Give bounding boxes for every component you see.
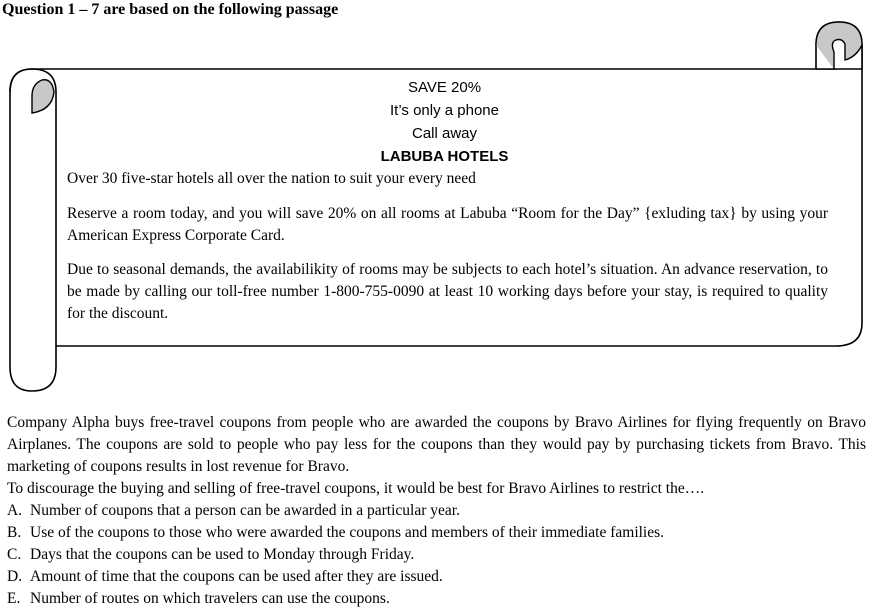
question-stem: To discourage the buying and selling of free-travel coupons, it would be best for Bravo Airlines to restrict the…. [7,480,705,497]
option-b[interactable] [7,522,664,544]
option-text: Use of the coupons to those who were awarded the coupons and members of their immediate families. [30,524,665,541]
question-passage: Company Alpha buys free-travel coupons from people who are awarded the coupons by Bravo Airlines for flying frequently on Bravo Airplanes. The coupons are sold to people who pay less for the coupons than they would pay by purchasing tickets from Bravo. This marketing of coupons results in lost revenue for Bravo. [7,414,866,475]
ad-paragraph-seasonal: Due to seasonal demands, the availabilikity of rooms may be subjects to each hotel’s situation. An advance reservation, to be made by calling our toll-free number 1-800-755-0090 at least 10 working days before your stay, is required to quality for the discount. [67,261,828,322]
option-c[interactable] [7,544,414,566]
option-letter: C. [7,546,22,563]
ad-phone-line: It’s only a phone [390,102,499,119]
ad-paragraph-reserve: Reserve a room today, and you will save 20% on all rooms at Labuba “Room for the Day” {exluding tax} by using your American Express Corporate Card. [67,205,828,244]
option-d[interactable] [7,566,443,588]
option-text: Days that the coupons can be used to Monday through Friday. [30,546,415,563]
ad-call-away: Call away [411,125,478,142]
option-e[interactable] [7,588,390,610]
ad-save-20: SAVE 20% [407,79,482,96]
option-text: Number of coupons that a person can be awarded in a particular year. [30,502,460,519]
option-letter: D. [7,568,23,585]
option-a[interactable] [7,500,460,522]
option-text: Amount of time that the coupons can be used after they are issued. [30,568,443,585]
option-letter: B. [7,524,22,541]
ad-tagline: Over 30 five-star hotels all over the nation to suit your every need [67,170,476,187]
option-letter: E. [7,590,21,607]
option-text: Number of routes on which travelers can use the coupons. [30,590,390,607]
option-letter: A. [7,502,23,519]
ad-brand-name: LABUBA HOTELS [380,148,509,165]
section-heading: Question 1 – 7 are based on the following passage [2,1,339,18]
